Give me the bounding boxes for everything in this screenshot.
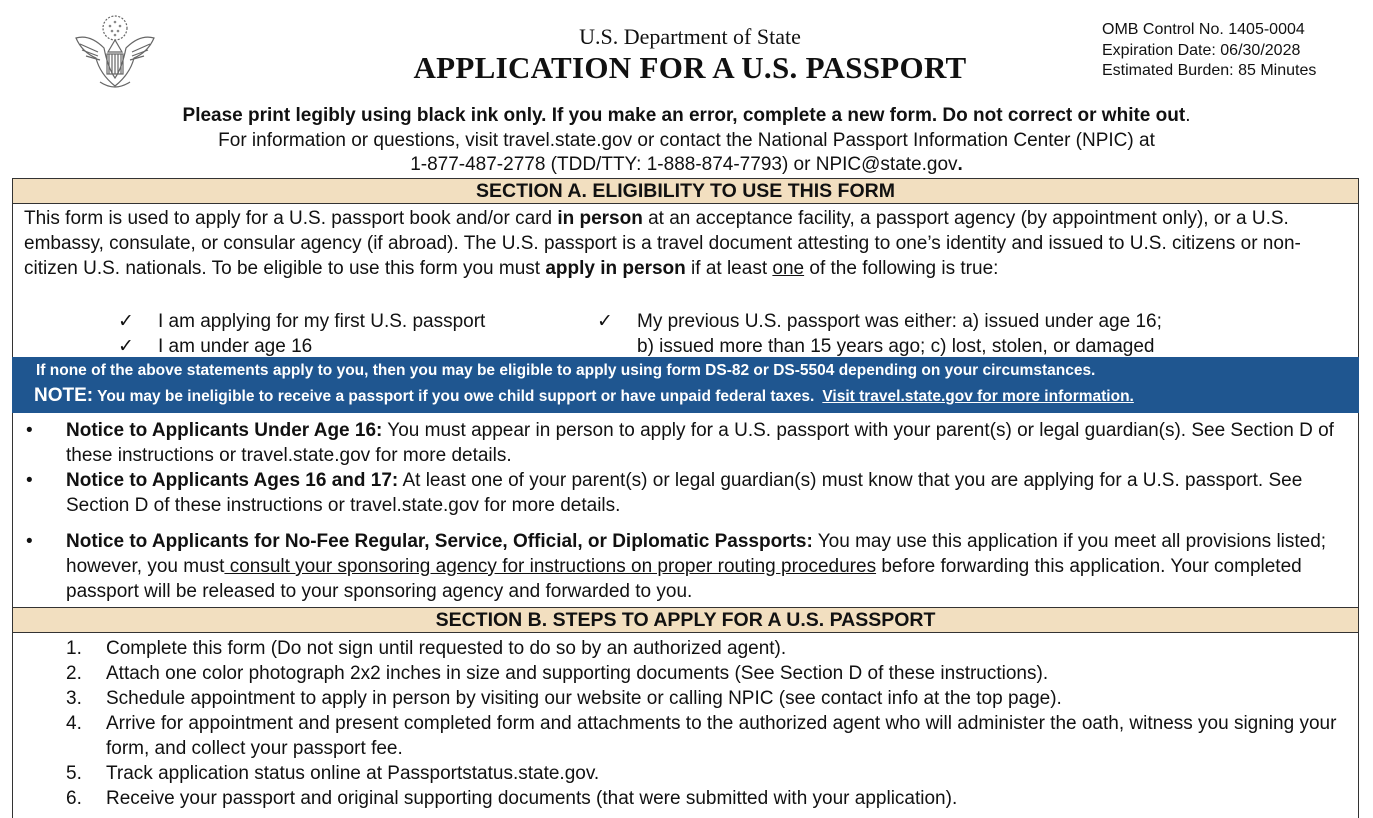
section-a-heading: SECTION A. ELIGIBILITY TO USE THIS FORM xyxy=(12,178,1359,204)
notice-ages-16-17: • Notice to Applicants Ages 16 and 17: At least one of your parent(s) or legal guardian(s) must know that you are applying for a U.S. passport. See Section D of these instructions or travel.state.gov for more details. xyxy=(26,470,1303,516)
bullet-icon: • xyxy=(26,420,33,441)
eligibility-check-previous-passport-cont: b) issued more than 15 years ago; c) lost, stolen, or damaged xyxy=(637,336,1155,357)
expiration-date: Expiration Date: 06/30/2028 xyxy=(1102,41,1301,59)
print-legibly-notice: Please print legibly using black ink only. If you make an error, complete a new form. Do not correct or white out xyxy=(182,105,1186,126)
form-header xyxy=(300,24,1080,86)
eligibility-banner xyxy=(12,357,1359,413)
step-item: 5. Track application status online at Passportstatus.state.gov. xyxy=(66,763,600,784)
npic-phone-line: 1-877-487-2778 (TDD/TTY: 1-888-874-7793) or NPIC@state.gov xyxy=(410,154,958,175)
banner-note: NOTE: You may be ineligible to receive a passport if you owe child support or have unpaid federal taxes. Visit travel.state.gov for more information. xyxy=(34,385,1134,406)
checkmark-icon: ✓ xyxy=(118,311,134,332)
estimated-burden: Estimated Burden: 85 Minutes xyxy=(1102,62,1317,79)
notice-under-16: • Notice to Applicants Under Age 16: You must appear in person to apply for a U.S. passport with your parent(s) or legal guardian(s). See Section D of these instructions or travel.state.gov for more details. xyxy=(26,420,1334,466)
bullet-icon: • xyxy=(26,531,33,552)
step-item: 3. Schedule appointment to apply in person by visiting our website or calling NPIC (see contact info at the top page). xyxy=(66,688,1062,709)
checkmark-icon: ✓ xyxy=(597,311,613,332)
travel-state-gov-link[interactable]: Visit travel.state.gov for more information. xyxy=(822,388,1134,405)
omb-control-number: OMB Control No. 1405-0004 xyxy=(1102,21,1305,38)
step-item: 2. Attach one color photograph 2x2 inches in size and supporting documents (See Section D of these instructions). xyxy=(66,663,1049,684)
step-item: 4. Arrive for appointment and present completed form and attachments to the authorized agent who will administer the oath, witness you signing your form, and collect your passport fee. xyxy=(66,713,1337,759)
bullet-icon: • xyxy=(26,470,33,491)
great-seal-icon xyxy=(70,8,160,94)
intro-instructions: Please print legibly using black ink only. If you make an error, complete a new form. Do not correct or white out. For information or questions, visit travel.state.gov or contact the National Passport Information Center (NPIC) at 1-877-487-2778 (TDD/TTY: 1-888-874-7793) or NPIC@state.gov. xyxy=(0,104,1373,178)
section-a-description: This form is used to apply for a U.S. passport book and/or card in person at an acceptance facility, a passport agency (by appointment only), or a U.S. embassy, consulate, or consular agency (if abroad). The U.S. passport is a travel document attesting to one’s identity and issued to U.S. citizens or non-citizen U.S. nationals. To be eligible to use this form you must apply in person if at least one of the following is true: xyxy=(24,208,1301,279)
steps-list xyxy=(66,636,1351,811)
eligibility-check-under-16: ✓ I am under age 16 xyxy=(118,336,313,357)
step-item: 6. Receive your passport and original supporting documents (that were submitted with your application). xyxy=(66,788,958,809)
step-item: 1. Complete this form (Do not sign until requested to do so by an authorized agent). xyxy=(66,638,787,659)
omb-info xyxy=(1102,20,1316,82)
department-name: U.S. Department of State xyxy=(579,24,801,49)
checkmark-icon: ✓ xyxy=(118,336,134,357)
eligibility-check-previous-passport: ✓ My previous U.S. passport was either: a) issued under age 16; xyxy=(597,311,1162,332)
form-title: APPLICATION FOR A U.S. PASSPORT xyxy=(413,50,967,85)
section-b-heading: SECTION B. STEPS TO APPLY FOR A U.S. PASSPORT xyxy=(12,607,1359,633)
contact-info-line: For information or questions, visit travel.state.gov or contact the National Passport Information Center (NPIC) at xyxy=(218,129,1155,151)
banner-alternate-forms: If none of the above statements apply to you, then you may be eligible to apply using form DS-82 or DS-5504 depending on your circumstances. xyxy=(36,362,1096,379)
eligibility-check-first-passport: ✓ I am applying for my first U.S. passport xyxy=(118,311,486,332)
notice-no-fee-passports: • Notice to Applicants for No-Fee Regular, Service, Official, or Diplomatic Passports: You may use this application if you meet all provisions listed; however, you must consult your sponsoring agency for instructions on proper routing procedures before forwarding this application. Your completed passport will be released to your sponsoring agency and forwarded to you. xyxy=(26,531,1327,602)
